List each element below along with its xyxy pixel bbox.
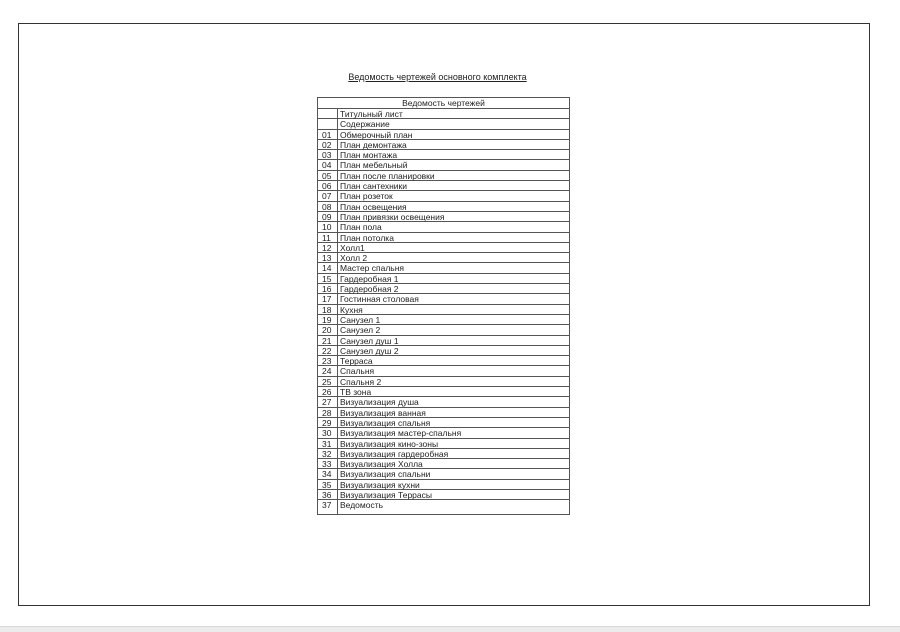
table-body [318,109,569,514]
table-row [318,336,569,346]
table-row [318,459,569,469]
sheet-number: 03 [318,150,338,159]
sheet-name: Санузел душ 1 [340,335,399,346]
table-row [318,377,569,387]
sheet-name: ТВ зона [340,387,372,398]
table-row [318,469,569,479]
table-row [318,294,569,304]
sheet-number: 11 [318,233,338,242]
sheet-name: План мебельный [340,160,408,171]
sheet-name: Визуализация мастер-спальня [340,428,462,439]
sheet-name: Холл 2 [340,253,368,264]
sheet-number: 23 [318,356,338,365]
table-row [318,263,569,273]
table-row [318,212,569,222]
sheet-name: План демонтажа [340,139,407,150]
table-row [318,500,569,514]
table-row [318,408,569,418]
sheet-name: Визуализация ванная [340,407,426,418]
table-row [318,202,569,212]
sheet-name: Визуализация спальня [340,417,431,428]
sheet-number: 26 [318,387,338,396]
sheet-name: Санузел 1 [340,314,381,325]
table-row [318,130,569,140]
sheet-number: 04 [318,160,338,169]
sheet-number: 09 [318,212,338,221]
sheet-number: 24 [318,366,338,375]
sheet-number: 10 [318,222,338,231]
table-row [318,274,569,284]
table-row [318,191,569,201]
table-row [318,366,569,376]
sheet-name: План пола [340,222,382,233]
table-row [318,253,569,263]
table-row [318,449,569,459]
sheet-name: План привязки освещения [340,211,445,222]
table-row [318,428,569,438]
drawings-list-table [317,97,570,515]
sheet-number: 22 [318,346,338,355]
table-row [318,160,569,170]
sheet-name: Визуализация кино-зоны [340,438,439,449]
table-row [318,119,569,129]
sheet-number: 21 [318,336,338,345]
sheet-number: 34 [318,469,338,478]
sheet-name: Визуализация Холла [340,459,423,470]
sheet-number: 36 [318,490,338,499]
table-row [318,356,569,366]
sheet-name: Визуализация кухни [340,479,420,490]
sheet-number: 13 [318,253,338,262]
table-row [318,222,569,232]
table-row [318,346,569,356]
table-row [318,490,569,500]
table-row [318,325,569,335]
sheet-number: 19 [318,315,338,324]
sheet-name: Содержание [340,119,390,130]
sheet-name: Визуализация Террасы [340,489,432,500]
table-row [318,305,569,315]
sheet-number: 18 [318,305,338,314]
sheet-number: 02 [318,140,338,149]
table-row [318,140,569,150]
sheet-name: Санузел душ 2 [340,345,399,356]
sheet-number: 37 [318,500,338,514]
sheet-name: Визуализация душа [340,397,419,408]
sheet-number: 17 [318,294,338,303]
table-row [318,315,569,325]
sheet-name: Спальня 2 [340,376,382,387]
sheet-name: Ведомость [340,500,384,511]
table-row [318,439,569,449]
sheet-name: Санузел 2 [340,325,381,336]
sheet-number: 28 [318,408,338,417]
sheet-number: 08 [318,202,338,211]
table-row [318,397,569,407]
table-row [318,418,569,428]
sheet-number: 06 [318,181,338,190]
table-row [318,284,569,294]
sheet-name: Кухня [340,304,363,315]
table-header: Ведомость чертежей [318,98,569,109]
sheet-number: 33 [318,459,338,468]
sheet-number: 35 [318,480,338,489]
sheet-name: Гостинная столовая [340,294,419,305]
sheet-number [318,109,338,118]
table-row [318,387,569,397]
sheet-name: Визуализация гардеробная [340,448,449,459]
table-row [318,181,569,191]
sheet-number: 14 [318,263,338,272]
sheet-name: Титульный лист [340,109,403,119]
sheet-name: Холл1 [340,242,365,253]
table-row [318,243,569,253]
table-row [318,233,569,243]
sheet-name: План сантехники [340,181,408,192]
sheet-number: 31 [318,439,338,448]
sheet-number: 29 [318,418,338,427]
sheet-name: Спальня [340,366,375,377]
sheet-number: 30 [318,428,338,437]
sheet-number: 16 [318,284,338,293]
table-row [318,109,569,119]
window-bottom-strip [0,626,900,632]
sheet-name: План после планировки [340,170,435,181]
sheet-name: План розеток [340,191,393,202]
table-row [318,480,569,490]
sheet-name: Терраса [340,356,373,367]
table-row [318,171,569,181]
sheet-number: 01 [318,130,338,139]
sheet-name: План монтажа [340,150,398,161]
sheet-number: 25 [318,377,338,386]
sheet-name: Обмерочный план [340,129,413,140]
sheet-number [318,119,338,128]
sheet-number: 12 [318,243,338,252]
sheet-name: План потолка [340,232,394,243]
table-row [318,150,569,160]
sheet-name: Визуализация спальни [340,469,431,480]
document-title: Ведомость чертежей основного комплекта [348,72,527,82]
sheet-name: Мастер спальня [340,263,405,274]
sheet-name: План освещения [340,201,407,212]
sheet-name: Гардеробная 2 [340,284,399,295]
sheet-number: 27 [318,397,338,406]
sheet-number: 05 [318,171,338,180]
sheet-name: Гардеробная 1 [340,273,399,284]
sheet-number: 07 [318,191,338,200]
sheet-number: 32 [318,449,338,458]
sheet-number: 20 [318,325,338,334]
sheet-number: 15 [318,274,338,283]
